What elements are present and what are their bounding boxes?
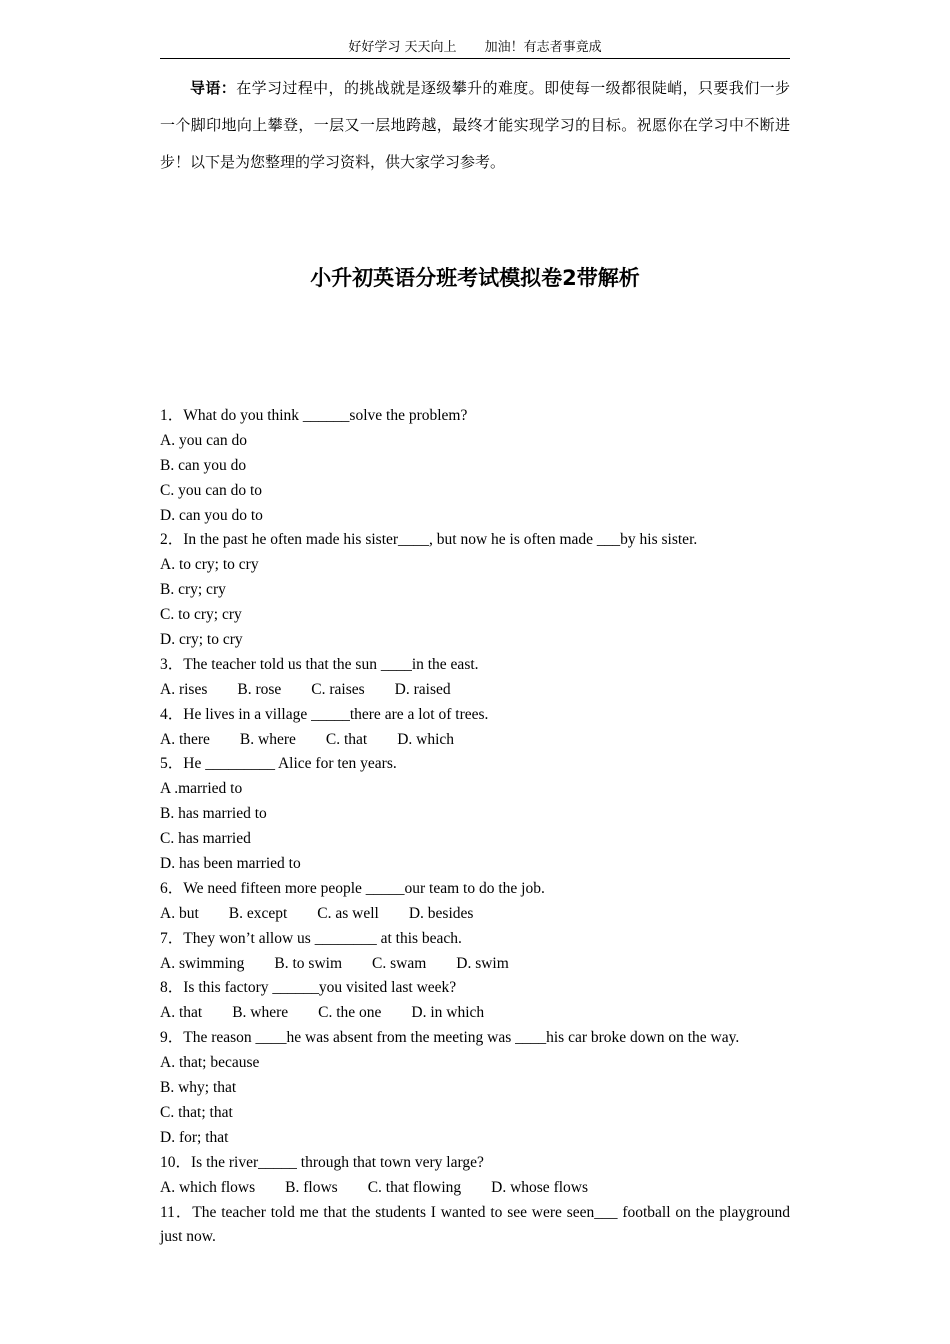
answer-option: B. rose (237, 680, 282, 698)
answer-option: D. raised (394, 680, 451, 698)
header-motto-right: 加油！有志者事竟成 (484, 40, 602, 55)
answer-option: B. cry; cry (160, 581, 226, 599)
header-motto-left: 好好学习 天天向上 (348, 40, 457, 55)
option-row (160, 678, 790, 703)
answer-option: C. to cry; cry (160, 606, 242, 624)
answer-option: A. that; because (160, 1054, 260, 1072)
option-row (160, 728, 790, 753)
answer-option: D. whose flows (491, 1178, 589, 1196)
answer-option: A. that (160, 1004, 203, 1022)
answer-option: B. where (239, 730, 296, 748)
answer-option: A. swimming (160, 954, 245, 972)
answer-option: A. there (160, 730, 210, 748)
answer-option: A .married to (160, 780, 243, 798)
option-row (160, 1176, 790, 1201)
document-title: 小升初英语分班考试模拟卷2带解析 (310, 266, 640, 290)
question-stem: 4．He lives in a village _____there are a lot of trees. (160, 705, 489, 723)
answer-option: C. that flowing (367, 1178, 462, 1196)
answer-option: A. to cry; to cry (160, 556, 259, 574)
answer-option: C. the one (318, 1004, 382, 1022)
answer-option: B. where (232, 1004, 289, 1022)
answer-option: D. has been married to (160, 855, 301, 873)
answer-option: D. can you do to (160, 506, 263, 524)
question-stem: 1．What do you think ______solve the problem? (160, 407, 468, 424)
answer-option: C. that (325, 730, 368, 748)
answer-option: C. swam (372, 954, 427, 972)
question-stem: 2．In the past he often made his sister____, but now he is often made ___by his sister. (160, 531, 698, 549)
answer-option: D. in which (411, 1004, 485, 1022)
question-stem: 11．The teacher told me that the students I wanted to see were seen___ football on the playground just now. (160, 1203, 790, 1246)
question-stem: 10．Is the river_____ through that town very large? (160, 1153, 484, 1171)
answer-option: D. which (397, 730, 455, 748)
option-row (160, 952, 790, 977)
question-stem: 5．He _________ Alice for ten years. (160, 755, 397, 773)
answer-option: B. except (228, 904, 288, 922)
answer-option: C. raises (311, 680, 365, 698)
answer-option: D. for; that (160, 1128, 229, 1146)
intro-label: 导语： (190, 79, 237, 97)
answer-option: A. rises (160, 680, 208, 698)
answer-option: C. has married (160, 830, 251, 848)
answer-option: D. swim (456, 954, 509, 972)
question-stem: 7．They won’t allow us ________ at this beach. (160, 929, 462, 947)
intro-paragraph (160, 70, 790, 181)
answer-option: A. you can do (160, 431, 247, 449)
answer-option: C. you can do to (160, 481, 263, 499)
answer-option: C. as well (317, 904, 379, 922)
page-header (160, 38, 790, 59)
intro-text: 在学习过程中，的挑战就是逐级攀升的难度。即使每一级都很陡峭，只要我们一步一个脚印地向上攀登，一层又一层地跨越，最终才能实现学习的目标。祝愿你在学习中不断进步！以下是为您整理的学习资料，供大家学习参考。 (160, 79, 790, 171)
answer-option: A. which flows (160, 1178, 256, 1196)
answer-option: B. can you do (160, 456, 247, 474)
question-stem: 8．Is this factory ______you visited last week? (160, 979, 457, 997)
question-list (160, 404, 790, 1250)
answer-option: B. flows (285, 1178, 338, 1196)
answer-option: A. but (160, 904, 199, 922)
question-stem: 9．The reason ____he was absent from the meeting was ____his car broke down on the way. (160, 1029, 740, 1047)
option-row (160, 902, 790, 927)
answer-option: B. to swim (274, 954, 343, 972)
answer-option: B. has married to (160, 805, 267, 823)
answer-option: D. besides (408, 904, 474, 922)
answer-option: C. that; that (160, 1103, 233, 1121)
question-stem: 6．We need fifteen more people _____our team to do the job. (160, 879, 545, 897)
question-stem: 3．The teacher told us that the sun ____in the east. (160, 655, 479, 673)
option-row (160, 1001, 790, 1026)
answer-option: B. why; that (160, 1079, 237, 1097)
answer-option: D. cry; to cry (160, 631, 243, 649)
